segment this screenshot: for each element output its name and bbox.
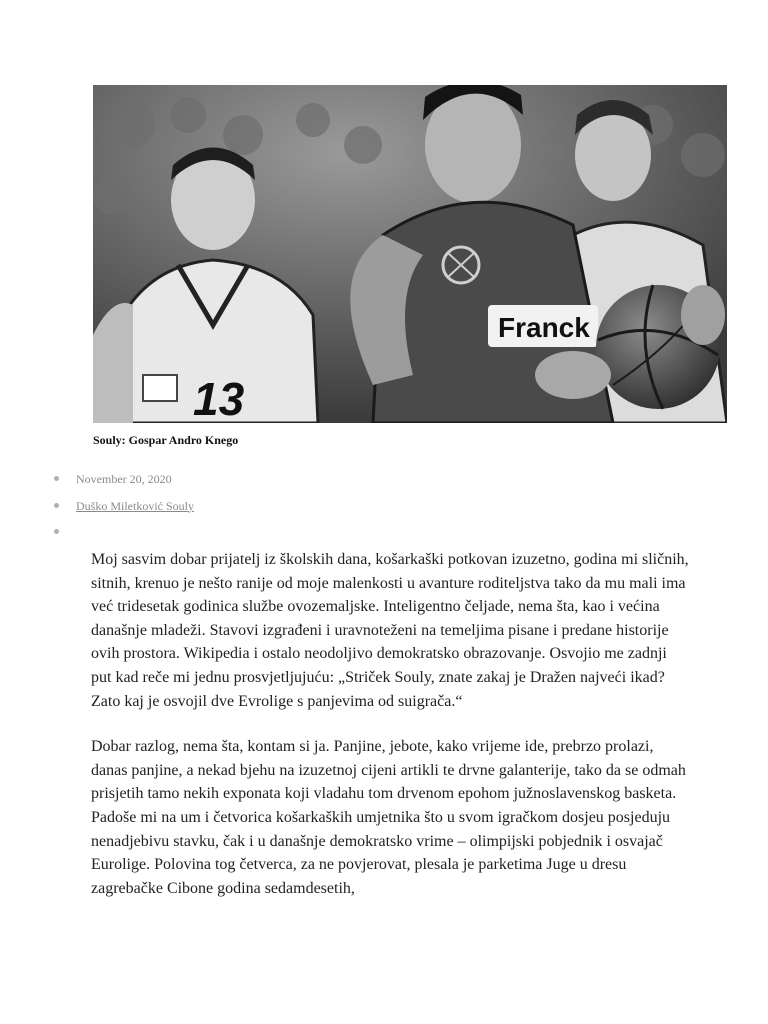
bullet-icon <box>54 476 59 481</box>
article-paragraph: Dobar razlog, nema šta, kontam si ja. Panjine, jebote, kako vrijeme ide, prebrzo prolazi, danas panjine, a nekad bjehu na izuzetnoj cijeni artikli te drvne galanterije, tako da se odmah prisjetih tamo nekih exponata koji vladahu tom drvenom epohom južnoslavenskog basketa. Padoše mi na um i četvorica košarkaških umjetnika što u svom igračkom dosjeu posjeduju nenadjebivu stavku, čak i u današnje demokratsko vrime – olimpijski pobjednik i osvajač Eurolige. Polovina tog četverca, za ne povjerovat, plesala je parketima Juge u dresu zagrebačke Cibone godina sedamdesetih, <box>91 738 686 897</box>
article-photo <box>93 85 727 423</box>
post-author-item <box>54 498 194 525</box>
post-date: November 20, 2020 <box>76 472 172 486</box>
basketball-photo-illustration <box>93 85 727 423</box>
author-link[interactable]: Duško Miletković Souly <box>76 498 195 513</box>
article-body <box>91 548 691 922</box>
post-empty-item <box>54 524 194 551</box>
bullet-icon <box>54 529 59 534</box>
post-meta-list <box>54 471 194 551</box>
bullet-icon <box>54 503 59 508</box>
post-date-item <box>54 471 194 498</box>
svg-text:Franck: Franck <box>498 312 590 343</box>
svg-text:13: 13 <box>193 373 245 423</box>
photo-caption: Souly: Gospar Andro Knego <box>93 433 239 447</box>
article-paragraph: Moj sasvim dobar prijatelj iz školskih dana, košarkaški potkovan izuzetno, godina mi sličnih, sitnih, krenuo je nešto ranije od moje malenkosti u avanture roditeljstva tako da mu mali ima već tridesetak godinica službe ovozemaljske. Inteligentno čeljade, nema šta, kao i većina današnje mladeži. Stavovi izgrađeni i uravnoteženi na temeljima pisane i predane historije ovih prostora. Wikipedia i ostalo neodoljivo demokratsko obrazovanje. Osvojio me zadnji put kad reče mi jednu prosvjetljujuću: „Striček Souly, znate zakaj je Dražen najveći ikad? Zato kaj je osvojil dve Evrolige s panjevima od suigrača.“ <box>91 551 689 710</box>
